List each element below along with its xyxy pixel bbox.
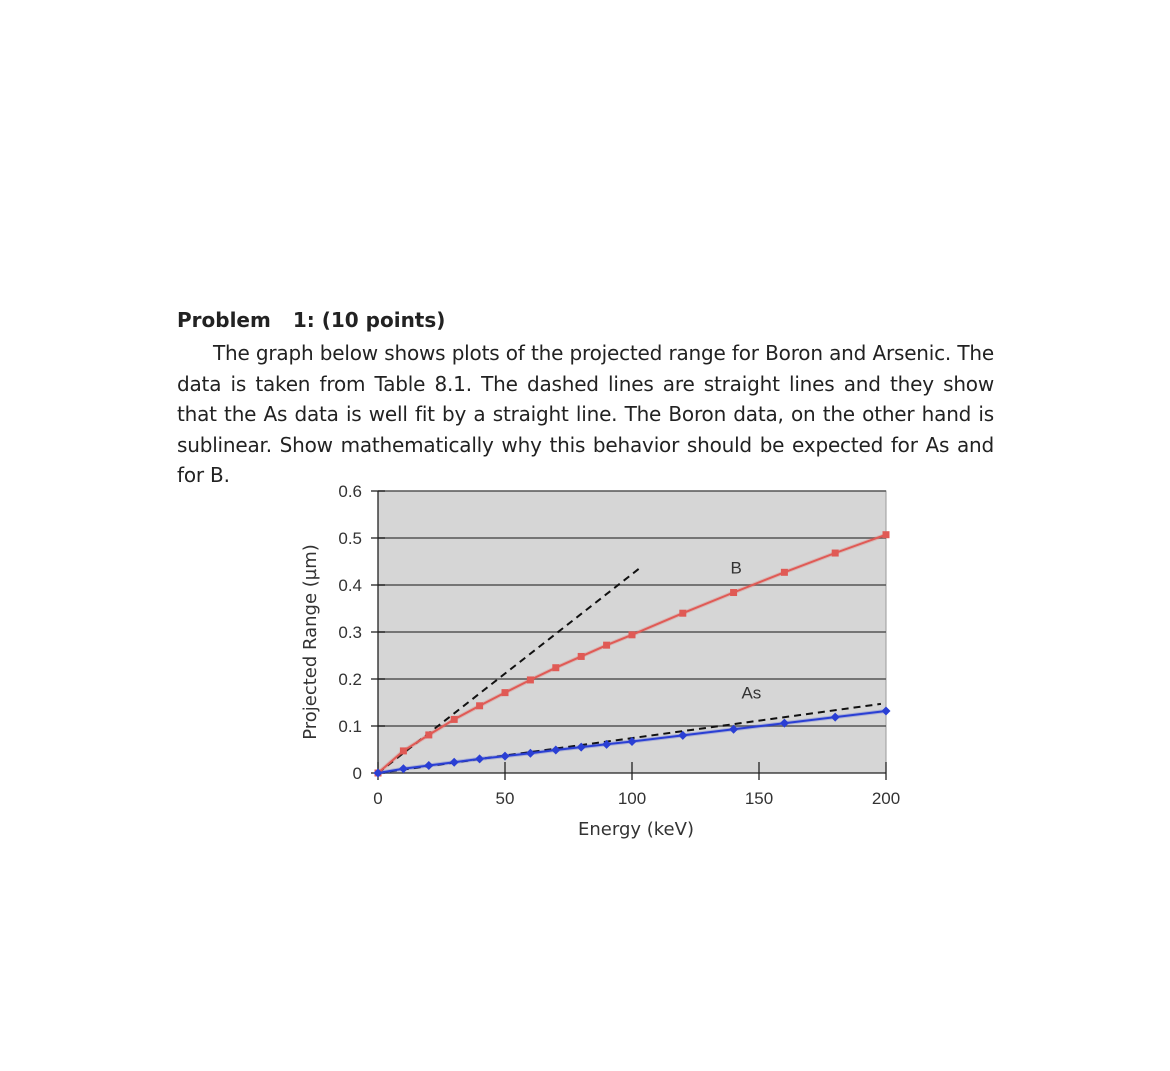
x-axis-title: Energy (keV) xyxy=(578,819,694,840)
problem-number-points: 1: (10 points) xyxy=(292,308,446,332)
series-b-point xyxy=(832,550,839,557)
series-b-point xyxy=(425,731,432,738)
series-b-point xyxy=(502,689,509,696)
series-b-point xyxy=(476,702,483,709)
series-b-point xyxy=(527,676,534,683)
x-tick-label: 200 xyxy=(871,789,901,808)
series-b-point xyxy=(400,747,407,754)
x-tick-label: 150 xyxy=(744,789,774,808)
series-b-point xyxy=(679,610,686,617)
y-axis-title: Projected Range (µm) xyxy=(300,544,321,740)
y-tick-label: 0.4 xyxy=(338,576,362,595)
series-label-as: As xyxy=(741,683,762,703)
y-tick-label: 0.6 xyxy=(338,482,362,501)
problem-label: Problem xyxy=(177,308,271,332)
series-b-point xyxy=(883,531,890,538)
series-b-point xyxy=(730,589,737,596)
x-tick-label: 0 xyxy=(373,789,383,808)
series-b-point xyxy=(451,716,458,723)
series-b-point xyxy=(603,642,610,649)
y-tick-label: 0 xyxy=(352,764,362,783)
y-tick-label: 0.1 xyxy=(338,717,362,736)
series-b-point xyxy=(552,664,559,671)
problem-description: The graph below shows plots of the projected range for Boron and Arsenic. The data is taken from Table 8.1. The dashed lines are straight lines and they show that the As data is well fit by a straight line. The Boron data, on the other hand is sublinear. Show mathematically why this behavior should be expected for As and for B. xyxy=(177,341,994,487)
x-tick-label: 100 xyxy=(617,789,647,808)
y-tick-label: 0.5 xyxy=(338,529,362,548)
series-label-b: B xyxy=(730,558,742,578)
series-b-point xyxy=(781,569,788,576)
y-tick-label: 0.3 xyxy=(338,623,362,642)
y-tick-label: 0.2 xyxy=(338,670,362,689)
x-tick-label: 50 xyxy=(495,789,515,808)
series-b-point xyxy=(629,631,636,638)
series-b-point xyxy=(578,653,585,660)
